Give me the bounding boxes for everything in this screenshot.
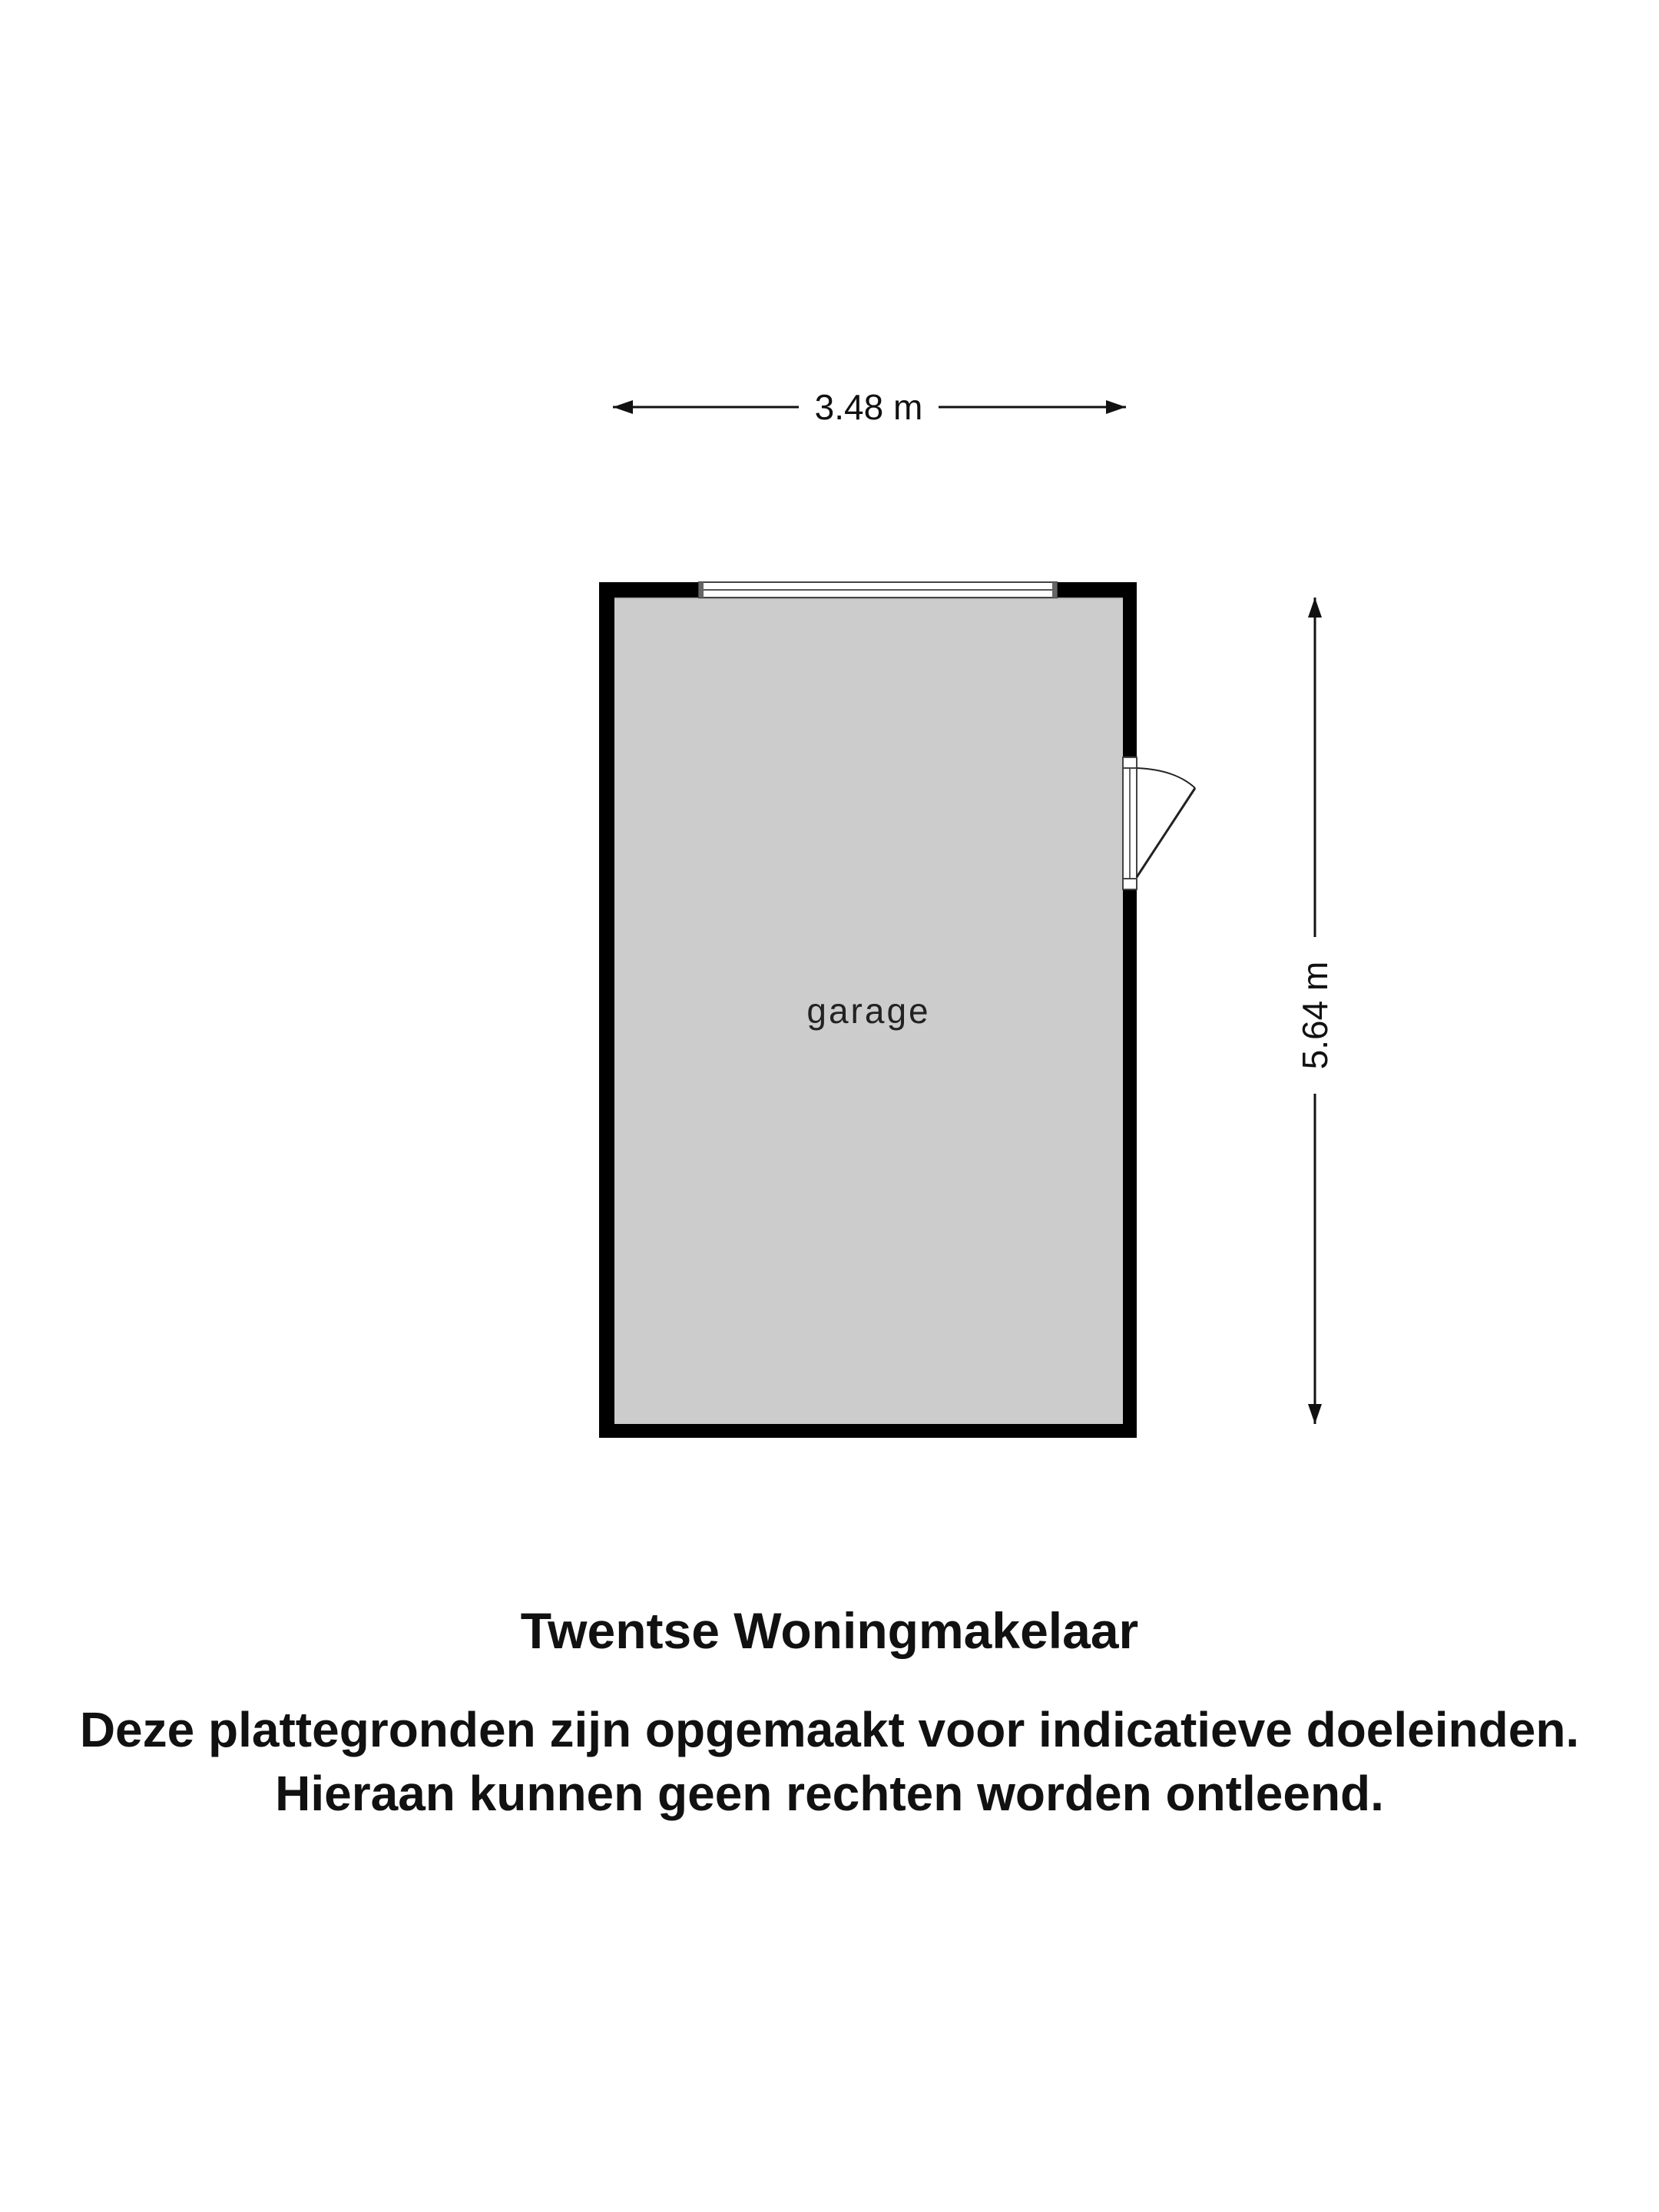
door-jamb-top [1123,757,1137,768]
door-right [1123,757,1195,889]
disclaimer-line-1: Deze plattegronden zijn opgemaakt voor indicatieve doeleinden. [79,1702,1580,1757]
width-dimension [613,387,1126,427]
window-jamb-right [1052,582,1057,598]
door-leaf [1137,788,1195,877]
width-arrow-left [613,400,633,414]
wall-right-upper [1123,582,1137,757]
wall-right-lower [1123,889,1137,1438]
wall-top-left [599,582,699,598]
height-dimension-label: 5.64 m [1295,961,1335,1070]
door-jamb-bottom [1123,879,1137,889]
height-dimension [1295,598,1335,1424]
disclaimer-line-2: Hieraan kunnen geen rechten worden ontleend. [275,1766,1384,1821]
window-top [699,582,1057,598]
height-arrow-top [1308,598,1322,618]
wall-left [599,582,614,1438]
window-jamb-left [699,582,704,598]
room-label-garage: garage [806,991,931,1031]
wall-bottom [599,1424,1137,1438]
height-arrow-bottom [1308,1404,1322,1424]
door-swing-arc [1137,768,1195,788]
company-name: Twentse Woningmakelaar [520,1602,1139,1659]
width-dimension-label: 3.48 m [814,387,923,427]
width-arrow-right [1106,400,1126,414]
